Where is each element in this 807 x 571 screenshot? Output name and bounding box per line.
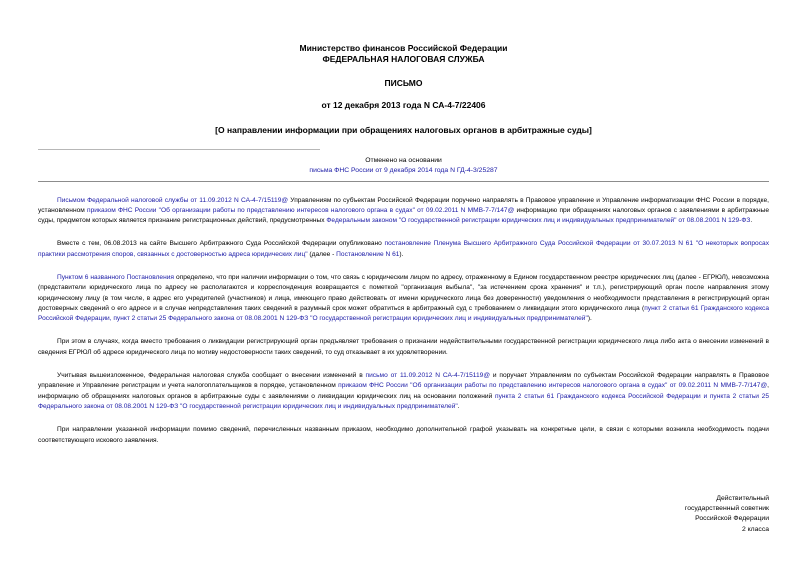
paragraph-1 <box>38 196 769 227</box>
paragraph-5 <box>38 371 769 412</box>
signature-block <box>685 494 769 535</box>
doc-type: ПИСЬМО <box>384 78 423 88</box>
cancellation-link[interactable]: письма ФНС России от 9 декабря 2014 года N ГД-4-3/25287 <box>309 166 498 174</box>
paragraph-6 <box>38 425 769 446</box>
p2-link-resolution[interactable]: постановление Пленума Высшего Арбитражного Суда Российской Федерации от 30.07.2013 N 61 "О некоторых вопросах практики рассмотрения споров, связанных с достоверностью адреса юридических лиц" <box>38 240 769 258</box>
p5-link-code[interactable]: пункта 2 статьи 61 Гражданского кодекса Российской Федерации и пункта 2 статьи 25 Федерального закона от 08.08.2001 N 129-ФЗ "О государственной регистрации юридических лиц и индивидуальных предпринимателей" <box>38 392 769 410</box>
p1-link-law[interactable]: Федеральным законом "О государственной регистрации юридических лиц и индивидуальных предпринимателей" от 08.08.2001 N 129-ФЗ <box>326 217 751 225</box>
p3-link-clause[interactable]: Пунктом 6 названного Постановления <box>57 273 174 281</box>
p5-text-1: Учитывая вышеизложенное, Федеральная налоговая служба сообщает о внесении изменений в <box>57 372 366 380</box>
p5-link-order[interactable]: приказом ФНС России "Об организации работы по представлению интересов налогового органа в судах" от 09.02.2011 N ММВ-7-7/147@ <box>338 382 768 390</box>
p1-text-1: Управлениям по субъектам Российской Федерации поручено направлять в Правовое управление и Управление информатизации ФНС России в порядке, установленном <box>38 196 769 214</box>
paragraph-2 <box>38 239 769 260</box>
p5-text-3: , информацию об обращениях налоговых органов в арбитражные суды с заявлениями о ликвидации юридических лиц на основании положений <box>38 382 769 400</box>
p1-link-order[interactable]: приказом ФНС России "Об организации работы по представлению интересов налогового органа в судах" от 09.02.2011 N ММВ-7-7/147@ <box>87 206 515 214</box>
p2-text-2: (далее - <box>307 250 337 258</box>
p1-text-2: информацию при обращениях налоговых органов с заявлениями в арбитражные суды, предметом которых является признание регистрационных действий, предусмотренных <box>38 206 770 225</box>
p2-text-1: Вместе с тем, 06.08.2013 на сайте Высшего Арбитражного Суда Российской Федерации опубликовано <box>57 240 385 248</box>
service-name: ФЕДЕРАЛЬНАЯ НАЛОГОВАЯ СЛУЖБА <box>322 53 485 64</box>
signature-line-1: Действительный <box>716 495 769 502</box>
paragraph-4 <box>38 337 769 358</box>
p5-link-letter[interactable]: письмо от 11.09.2012 N СА-4-7/15119@ <box>365 372 491 380</box>
doc-title: [О направлении информации при обращениях налоговых органов в арбитражные суды] <box>215 125 592 135</box>
p3-text-1: определено, что при наличии информации о том, что связь с юридическим лицом по адресу, отраженному в Едином государственном реестре юридических лиц (далее - ЕГРЮЛ), невозможна (представители юридического лица по адресу не располагаются и корреспонденция возвращается с пометкой "организация выбыла", "за истечением срока хранения" и т.п.), регистрирующий орган после направления этому юридическому лицу (в том числе, в адрес его учредителей (участников) и лица, имеющего право действовать от имени юридического лица без доверенности) уведомления о необходимости представления в регистрирующий орган достоверных сведений о его адресе и в случае непредставления таких сведений в разумный срок может обратиться в арбитражный суд с требованием о ликвидации этого юридического лица ( <box>38 273 769 312</box>
p2-text-3: ). <box>399 250 404 258</box>
ministry-name: Министерство финансов Российской Федерации <box>299 43 508 53</box>
p1-text-3: . <box>750 217 753 225</box>
p2-link-resolution-short[interactable]: Постановление N 61 <box>336 250 400 258</box>
signature-line-2: государственный советник <box>684 505 769 513</box>
p3-text-2: ). <box>587 315 592 323</box>
signature-line-3: Российской Федерации <box>695 515 769 523</box>
p6-text-1: При направлении указанной информации помимо сведений, перечисленных названным приказом, необходимо дополнительной графой указывать на конкретные цели, в связи с которыми возникла необходимость подачи соответствующего искового заявления. <box>38 426 769 444</box>
paragraph-3 <box>38 273 769 324</box>
cancellation-note <box>38 156 769 176</box>
p4-text-1: При этом в случаях, когда вместо требования о ликвидации регистрирующий орган предъявляет требования о признании недействительными государственной регистрации юридического лица либо акта о внесении изменений в сведения ЕГРЮЛ об адресе юридического лица по мотиву недостоверности таких сведений, то суд отказывает в их удовлетворении. <box>38 338 769 356</box>
cancellation-label: Отменено на основании <box>365 156 442 164</box>
signature-line-4: 2 класса <box>741 525 769 533</box>
p3-link-code[interactable]: пункт 2 статьи 61 Гражданского кодекса Российской Федерации, пункт 2 статьи 25 Федерального закона от 08.08.2001 N 129-ФЗ "О государственной регистрации юридических лиц и индивидуальных предпринимателей" <box>38 304 769 323</box>
p1-link-letter[interactable]: Письмом Федеральной налоговой службы от 11.09.2012 N СА-4-7/15119@ <box>57 196 289 204</box>
doc-date-number: от 12 декабря 2013 года N СА-4-7/22406 <box>321 99 486 110</box>
long-divider <box>38 181 769 182</box>
p5-text-2: и поручает Управлениям по субъектам Российской Федерации направлять в Правовое управление и Управление регистрации и учета налогоплательщиков в порядке, установленном <box>38 372 769 390</box>
p5-text-4: . <box>457 402 460 410</box>
short-divider <box>38 149 320 150</box>
